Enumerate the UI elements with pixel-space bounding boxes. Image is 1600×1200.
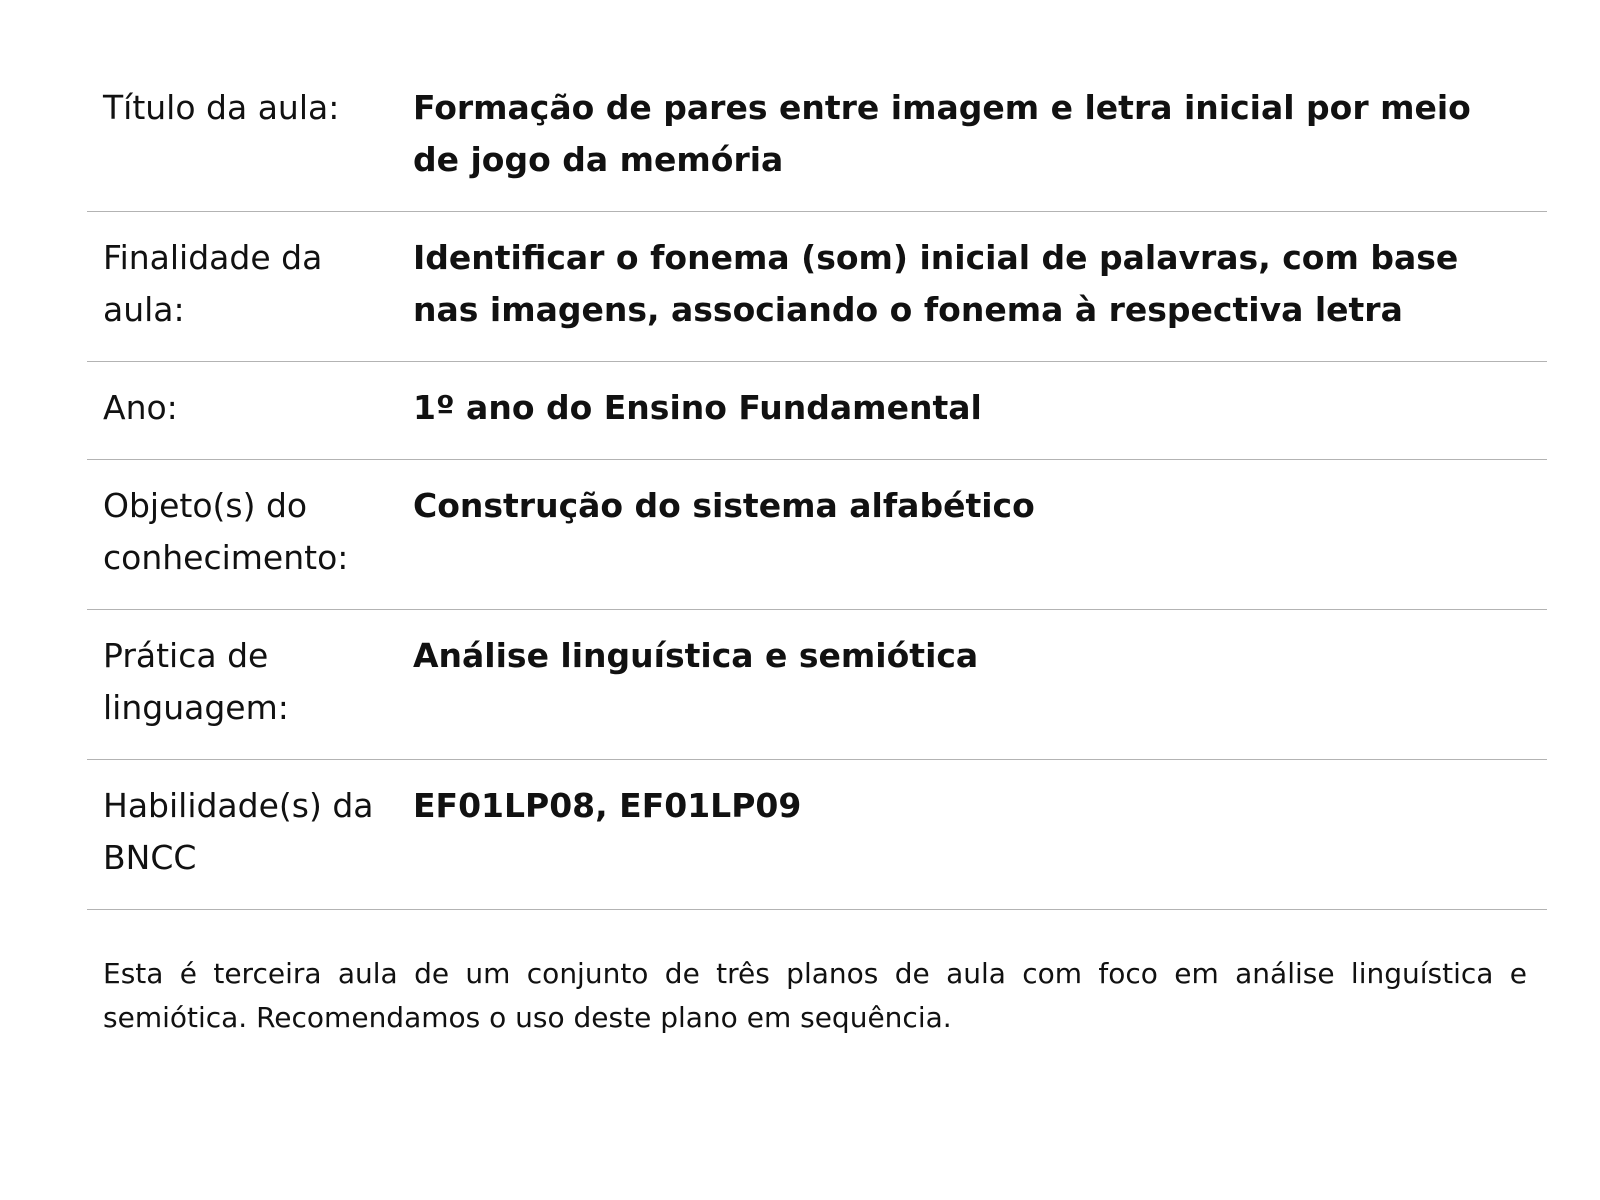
row-value: EF01LP08, EF01LP09 xyxy=(413,786,802,825)
lesson-plan-sheet xyxy=(87,60,1547,1068)
row-value: Formação de pares entre imagem e letra inicial por meio de jogo da memória xyxy=(413,88,1471,179)
row-knowledge-objects xyxy=(87,460,1547,610)
row-value: Construção do sistema alfabético xyxy=(413,486,1035,525)
row-value: 1º ano do Ensino Fundamental xyxy=(413,388,982,427)
row-label: Ano: xyxy=(103,388,178,427)
row-label: Título da aula: xyxy=(103,88,340,127)
row-school-year xyxy=(87,362,1547,460)
row-lesson-purpose xyxy=(87,212,1547,362)
row-value: Análise linguística e semiótica xyxy=(413,636,979,675)
row-bncc-skills xyxy=(87,760,1547,910)
lesson-info-table xyxy=(87,60,1547,910)
row-label: Objeto(s) do conhecimento: xyxy=(103,486,349,577)
row-language-practice xyxy=(87,610,1547,760)
row-label: Finalidade da aula: xyxy=(103,238,323,329)
row-lesson-title xyxy=(87,60,1547,212)
sequence-note: Esta é terceira aula de um conjunto de três planos de aula com foco em análise linguística e semiótica. Recomendamos o uso deste plano em sequência. xyxy=(103,957,1527,1034)
row-value: Identificar o fonema (som) inicial de palavras, com base nas imagens, associando o fonema à respectiva letra xyxy=(413,238,1459,329)
row-label: Prática de linguagem: xyxy=(103,636,289,727)
row-label: Habilidade(s) da BNCC xyxy=(103,786,374,877)
